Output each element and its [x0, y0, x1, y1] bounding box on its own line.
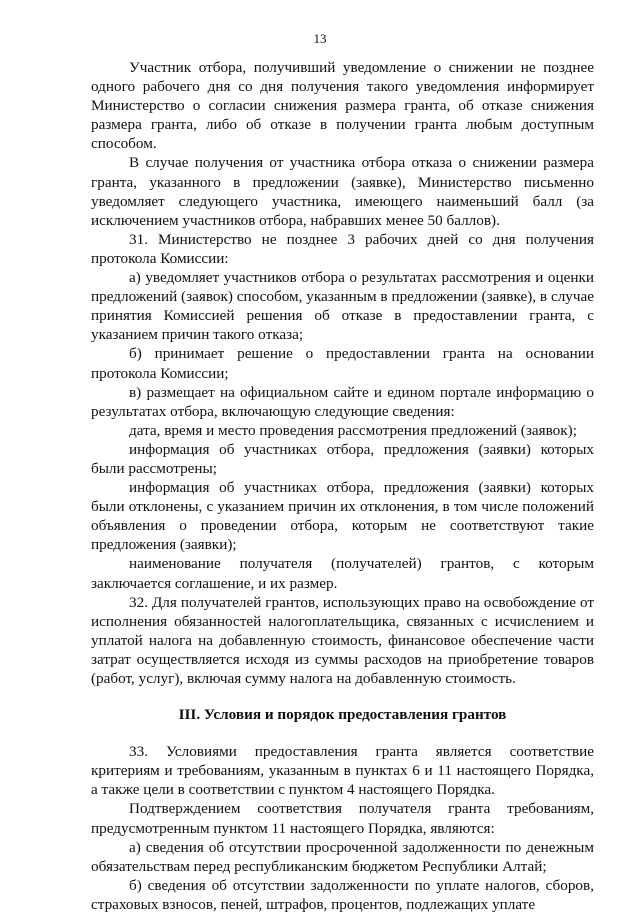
paragraph-refusal-case: В случае получения от участника отбора отказа о снижении размера гранта, указанного в предложении (заявке), Министерство письменно уведомляет следующего участника, имеющего наименьший балл (за исключением участников отбора, набравших менее 50 баллов). — [91, 154, 594, 229]
paragraph-confirmation: Подтверждением соответствия получателя гранта требованиям, предусмотренным пунктом 11 настоящего Порядка, являются: — [91, 800, 594, 837]
paragraph-clause-31: 31. Министерство не позднее 3 рабочих дней со дня получения протокола Комиссии: — [91, 230, 594, 267]
page-number: 13 — [313, 31, 327, 46]
section-heading: III. Условия и порядок предоставления грантов — [178, 706, 507, 724]
paragraph-participant-notification: Участник отбора, получивший уведомление о снижении не позднее одного рабочего дня со дня получения такого уведомления информирует Министерство о согласии снижения размера гранта, об отказе снижения размера гранта, либо об отказе в получении гранта любым доступным способом. — [91, 59, 594, 153]
document-body — [91, 58, 594, 914]
paragraph-clause-31-b: б) принимает решение о предоставлении гранта на основании протокола Комиссии; — [91, 345, 594, 382]
paragraph-confirmation-b: б) сведения об отсутствии задолженности по уплате налогов, сборов, страховых взносов, пеней, штрафов, процентов, подлежащих уплате — [91, 876, 594, 913]
paragraph-clause-32: 32. Для получателей грантов, использующих право на освобождение от исполнения обязанностей налогоплательщика, связанных с исчислением и уплатой налога на добавленную стоимость, финансовое обеспечение части затрат осуществляется исходя из суммы расходов на приобретение товаров (работ, услуг), включая сумму налога на добавленную стоимость. — [91, 593, 594, 687]
paragraph-info-rejected: информация об участниках отбора, предложения (заявки) которых были отклонены, с указанием причин их отклонения, в том числе положений объявления о проведении отбора, которым не соответствуют такие предложения (заявки); — [91, 479, 594, 554]
paragraph-info-recipients: наименование получателя (получателей) грантов, с которым заключается соглашение, и их размер. — [91, 555, 594, 592]
paragraph-clause-31-a: а) уведомляет участников отбора о результатах рассмотрения и оценки предложений (заявок) способом, указанным в предложении (заявке), в случае принятия Комиссией решения об отказе в предоставлении гранта, с указанием причин такого отказа; — [91, 269, 594, 344]
paragraph-clause-33: 33. Условиями предоставления гранта является соответствие критериям и требованиям, указанным в пунктах 6 и 11 настоящего Порядка, а также цели в соответствии с пунктом 4 настоящего Порядка. — [91, 743, 594, 799]
paragraph-info-considered: информация об участниках отбора, предложения (заявки) которых были рассмотрены; — [91, 440, 594, 477]
paragraph-clause-31-v: в) размещает на официальном сайте и едином портале информацию о результатах отбора, включающую следующие сведения: — [91, 383, 594, 420]
paragraph-confirmation-a: а) сведения об отсутствии просроченной задолженности по денежным обязательствам перед республиканским бюджетом Республики Алтай; — [91, 838, 594, 875]
paragraph-info-date: дата, время и место проведения рассмотрения предложений (заявок); — [129, 421, 577, 439]
